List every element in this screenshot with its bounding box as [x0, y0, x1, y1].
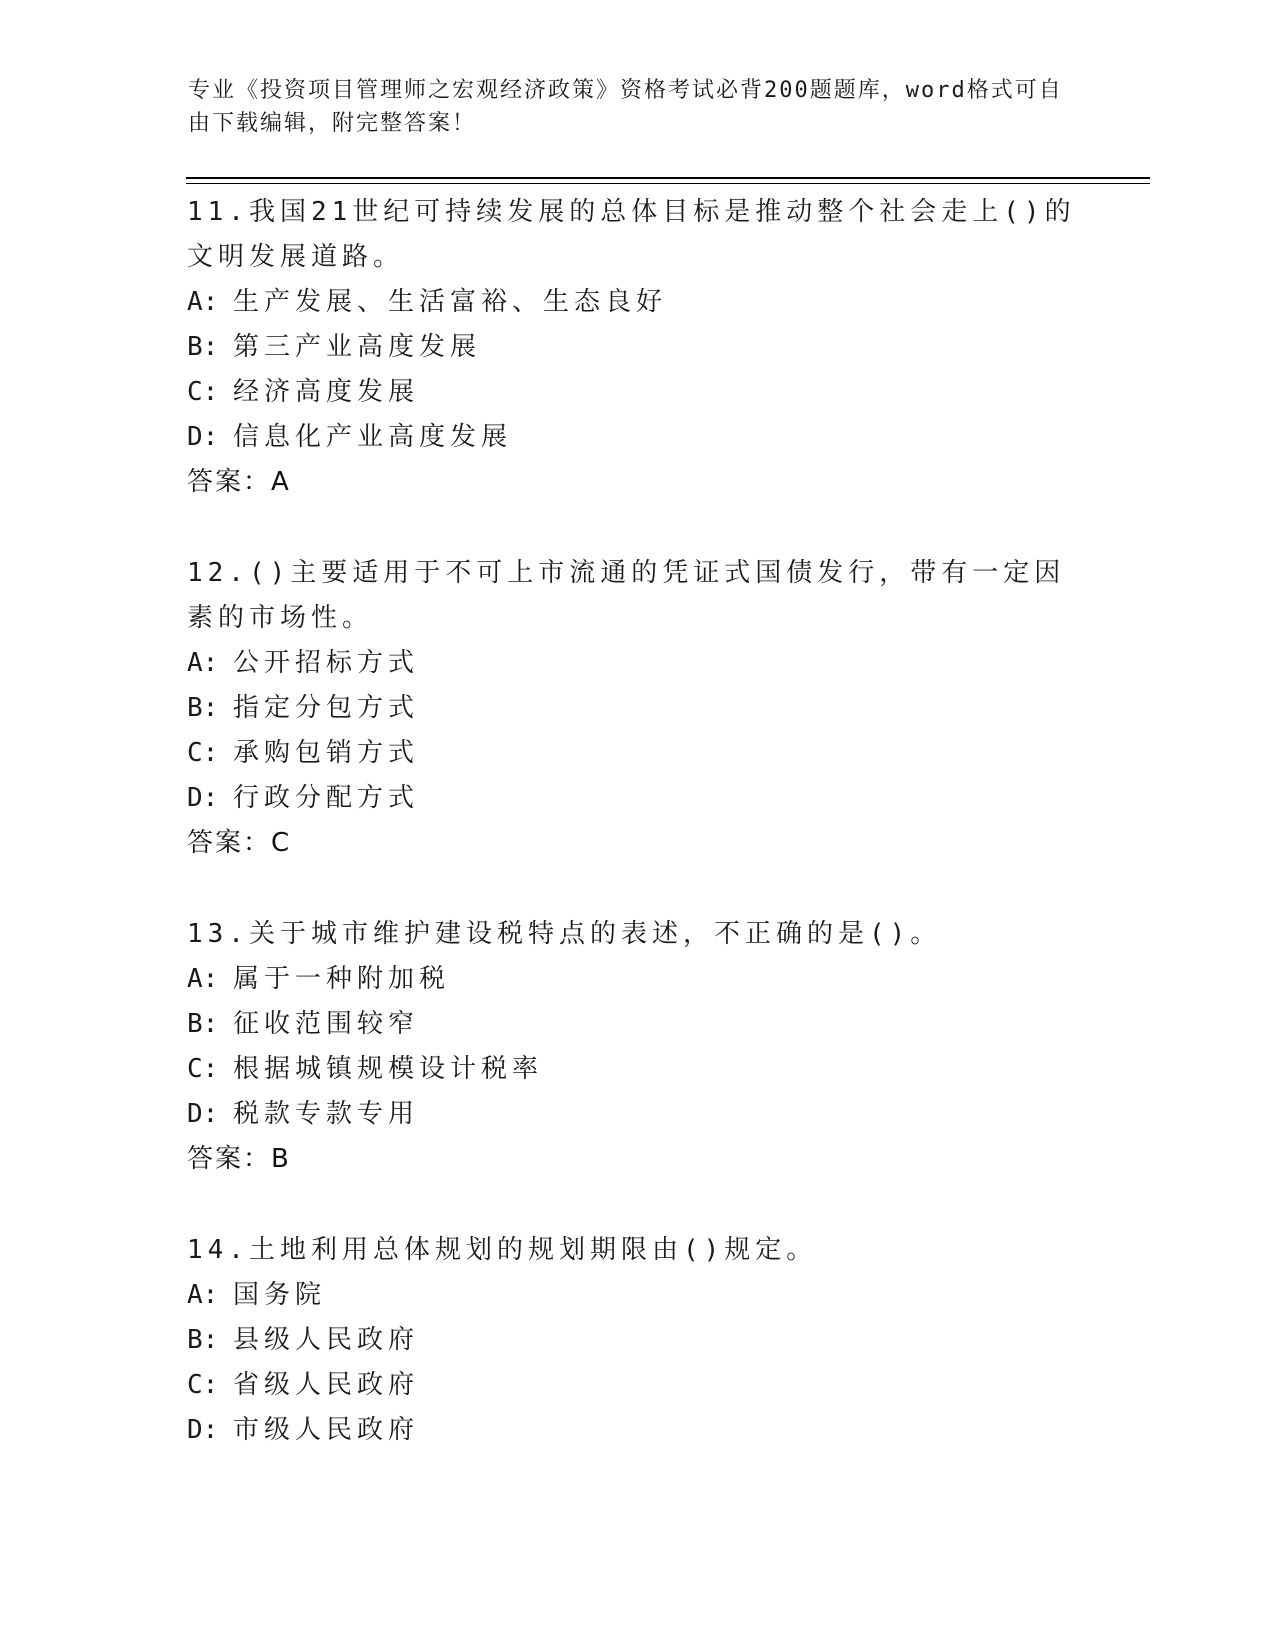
option-c — [187, 1047, 1087, 1092]
option-letter: D: — [187, 1099, 219, 1129]
option-letter: B: — [187, 1009, 219, 1039]
question-text: 14.土地利用总体规划的规划期限由()规定。 — [187, 1235, 818, 1265]
option-text: 生产发展、生活富裕、生态良好 — [233, 287, 668, 317]
option-text: 税款专款专用 — [233, 1099, 420, 1129]
option-letter: C: — [187, 377, 219, 407]
option-d — [187, 776, 1087, 821]
option-letter: B: — [187, 693, 219, 723]
question-text: 13.关于城市维护建设税特点的表述，不正确的是()。 — [187, 919, 942, 949]
header-text: 专业《投资项目管理师之宏观经济政策》资格考试必背200题题库，word格式可自由下载编辑，附完整答案！ — [188, 78, 1063, 136]
question-text: 12.()主要适用于不可上市流通的凭证式国债发行，带有一定因素的市场性。 — [187, 558, 1066, 633]
option-letter: B: — [187, 1325, 219, 1355]
option-letter: D: — [187, 783, 219, 813]
option-letter: A: — [187, 287, 219, 317]
question-14 — [187, 1228, 1087, 1453]
option-text: 根据城镇规模设计税率 — [233, 1054, 544, 1084]
option-letter: A: — [187, 648, 219, 678]
question-12 — [187, 551, 1087, 866]
question-text: 11.我国21世纪可持续发展的总体目标是推动整个社会走上()的文明发展道路。 — [187, 197, 1076, 272]
option-text: 信息化产业高度发展 — [233, 422, 513, 452]
option-b — [187, 686, 1087, 731]
option-a — [187, 957, 1087, 1002]
option-text: 经济高度发展 — [233, 377, 420, 407]
option-a — [187, 280, 1087, 325]
option-text: 承购包销方式 — [233, 738, 420, 768]
option-text: 行政分配方式 — [233, 783, 420, 813]
option-text: 属于一种附加税 — [233, 964, 451, 994]
question-list — [187, 190, 1087, 1499]
option-c — [187, 1363, 1087, 1408]
option-text: 指定分包方式 — [233, 693, 420, 723]
document-header — [188, 74, 1068, 140]
option-a — [187, 641, 1087, 686]
answer-line: 答案：C — [187, 828, 292, 858]
question-13 — [187, 912, 1087, 1182]
option-text: 省级人民政府 — [233, 1370, 420, 1400]
answer-line: 答案：A — [187, 467, 291, 497]
option-b — [187, 325, 1087, 370]
question-11 — [187, 190, 1087, 505]
option-d — [187, 1092, 1087, 1137]
option-d — [187, 1408, 1087, 1453]
option-b — [187, 1002, 1087, 1047]
option-letter: C: — [187, 738, 219, 768]
option-text: 公开招标方式 — [233, 648, 420, 678]
option-text: 第三产业高度发展 — [233, 332, 482, 362]
option-a — [187, 1273, 1087, 1318]
option-text: 市级人民政府 — [233, 1415, 420, 1445]
option-text: 征收范围较窄 — [233, 1009, 420, 1039]
option-d — [187, 415, 1087, 460]
option-letter: B: — [187, 332, 219, 362]
option-letter: C: — [187, 1370, 219, 1400]
option-c — [187, 370, 1087, 415]
option-c — [187, 731, 1087, 776]
header-divider-thin — [186, 183, 1150, 184]
header-divider-thick — [186, 177, 1150, 179]
option-letter: A: — [187, 1280, 219, 1310]
option-letter: A: — [187, 964, 219, 994]
option-b — [187, 1318, 1087, 1363]
option-letter: D: — [187, 422, 219, 452]
option-letter: D: — [187, 1415, 219, 1445]
option-letter: C: — [187, 1054, 219, 1084]
answer-line: 答案：B — [187, 1144, 291, 1174]
option-text: 县级人民政府 — [233, 1325, 420, 1355]
option-text: 国务院 — [233, 1280, 327, 1310]
